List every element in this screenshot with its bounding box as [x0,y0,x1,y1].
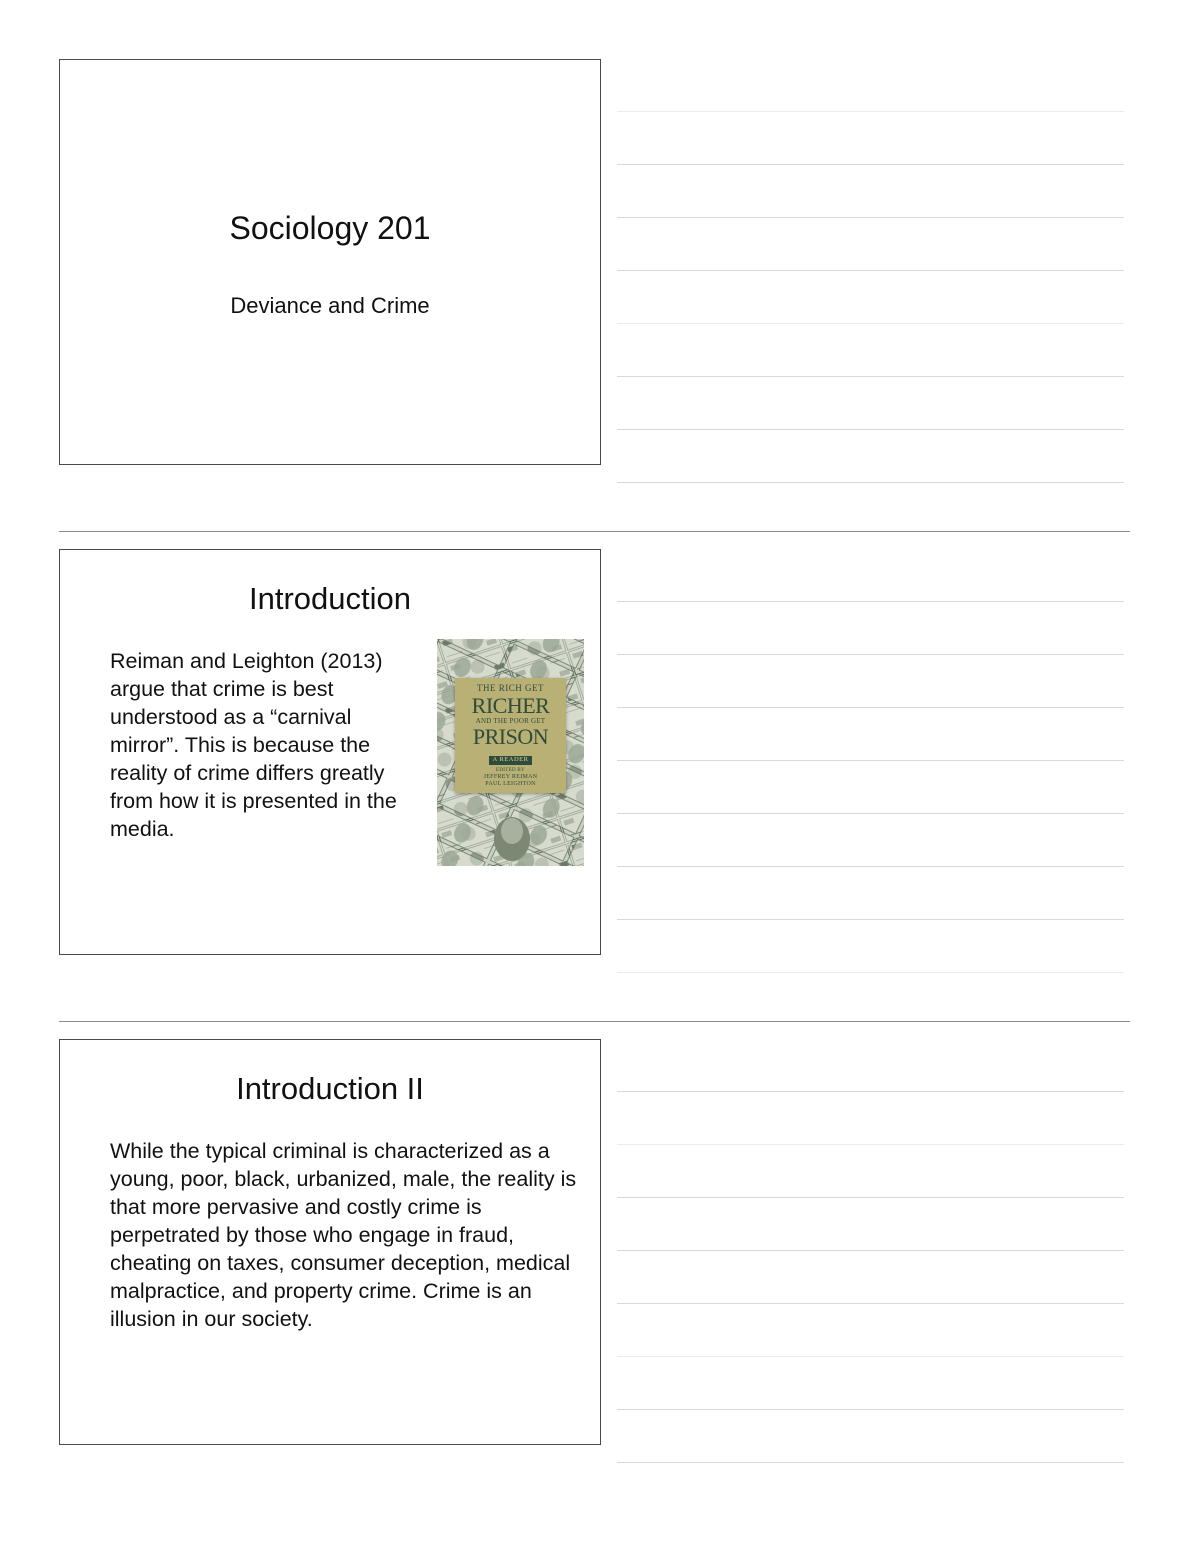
notes-line [617,601,1124,602]
notes-line [617,1462,1124,1463]
notes-line [617,1409,1124,1410]
notes-line [617,1197,1124,1198]
book-line: A READER [489,756,533,765]
notes-line [617,1356,1124,1357]
slide-title: Introduction [249,581,411,616]
notes-line [617,919,1124,920]
notes-line [617,482,1124,483]
notes-line [617,972,1124,973]
book-title-panel [455,678,566,793]
notes-line [617,813,1124,814]
notes-line [617,654,1124,655]
notes-line [617,1144,1124,1145]
slide-3 [59,1039,601,1445]
book-line: PRISON [472,724,549,749]
page-separator [59,531,1130,532]
notes-line [617,270,1124,271]
slide-body-text: While the typical criminal is characterized as a young, poor, black, urbanized, male, the reality is that more pervasive and costly crime is perpetrated by those who engage in fraud, cheating on taxes, consumer deception, medical malpractice, and property crime. Crime is an illusion in our society. [110,1139,577,1331]
slide-2 [59,549,601,955]
notes-line [617,760,1124,761]
notes-line [617,111,1124,112]
slide-title: Introduction II [236,1071,424,1106]
notes-line [617,707,1124,708]
notes-line [617,1091,1124,1092]
book-line: THE RICH GET [477,683,544,693]
notes-line [617,376,1124,377]
notes-line [617,164,1124,165]
page-separator [59,1021,1130,1022]
slide-body-text: Reiman and Leighton (2013) argue that crime is best understood as a “carnival mirror”. This is because the reality of crime differs greatly from how it is presented in the media. [110,649,397,841]
slide-title: Sociology 201 [229,210,431,246]
slide-subtitle: Deviance and Crime [230,293,430,318]
notes-line [617,1303,1124,1304]
notes-line [617,429,1124,430]
book-line: JEFFREY REIMAN [483,774,538,780]
book-line: RICHER [471,693,550,718]
notes-line [617,1250,1124,1251]
notes-line [617,323,1124,324]
notes-line [617,217,1124,218]
slide-1 [59,59,601,465]
book-cover-image [437,639,584,866]
book-line: PAUL LEIGHTON [485,781,536,787]
book-line: AND THE POOR GET [475,717,546,725]
notes-line [617,866,1124,867]
book-line: EDITED BY [496,768,525,773]
